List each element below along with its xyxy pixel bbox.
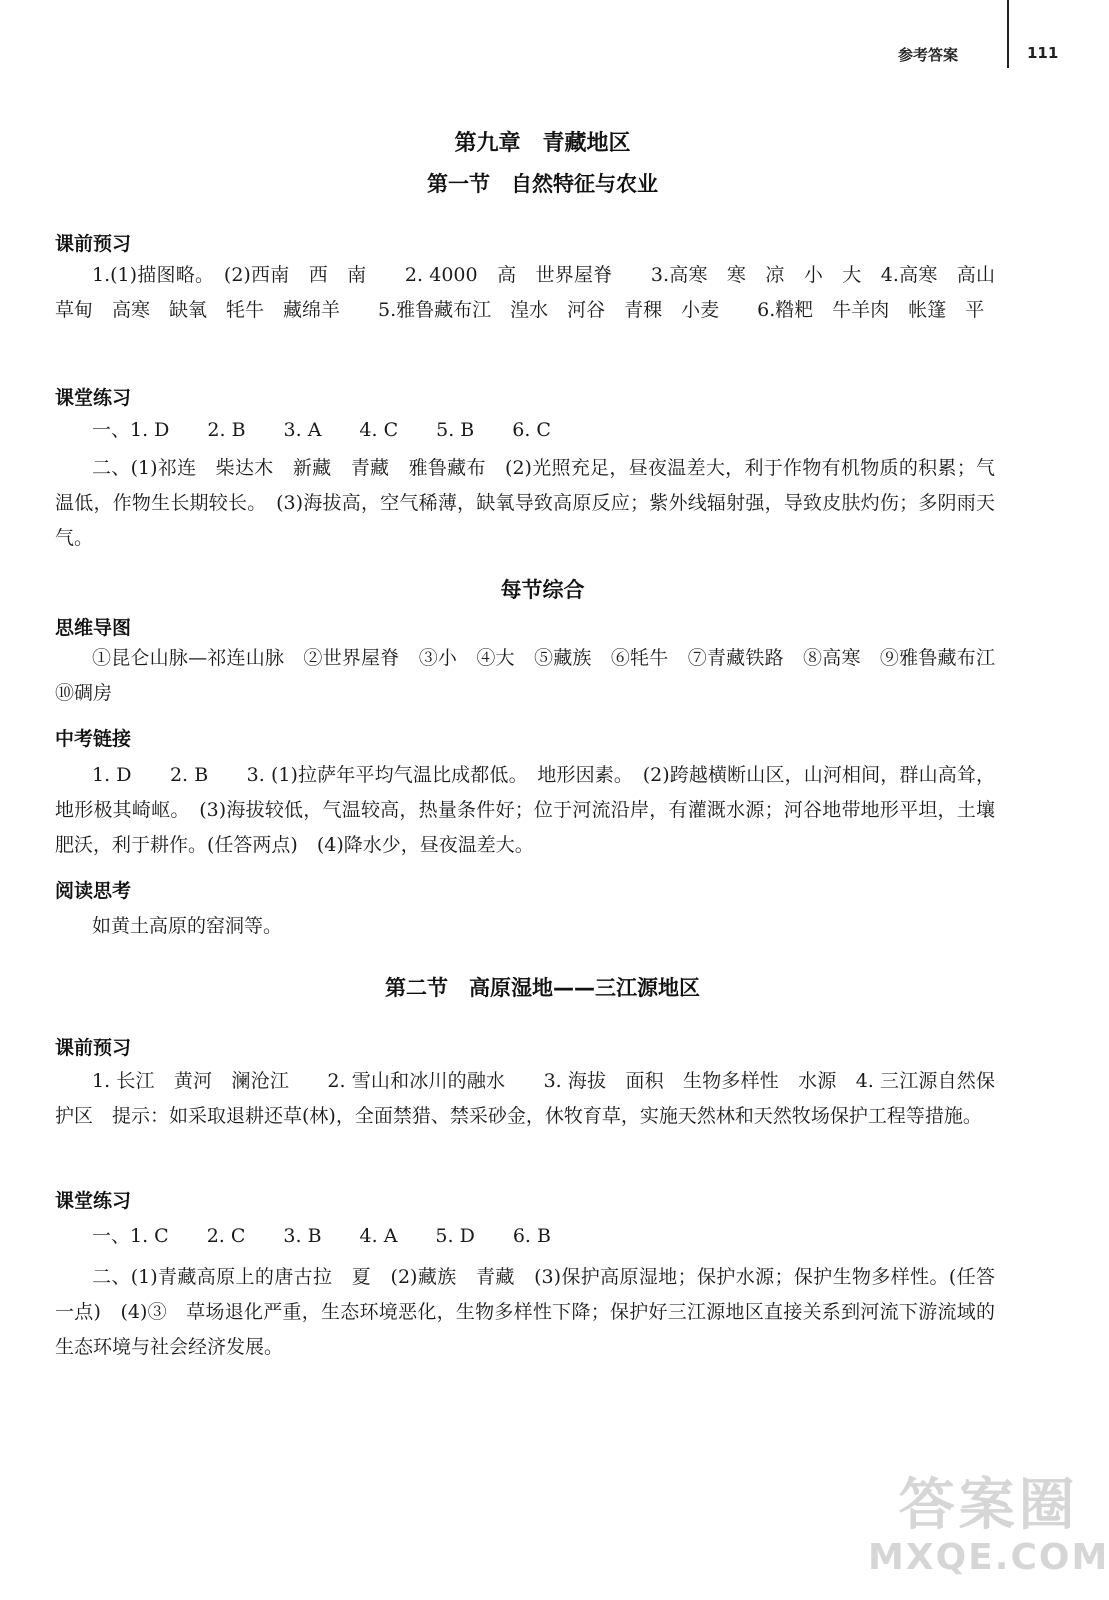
exam-heading: 中考链接: [55, 728, 132, 750]
section2-preview-text: 1. 长江 黄河 澜沧江 2. 雪山和冰川的融水 3. 海拔 面积 生物多样性 水源 4. 三江源自然保护区 提示：如采取退耕还草(林)，全面禁猎、禁采砂金，休牧育草，实施天然林和天然牧场保护工程等措施。: [55, 1070, 995, 1127]
reading-text: 如黄土高原的窑洞等。: [92, 915, 283, 937]
section2-practice-line2: 二、(1)青藏高原上的唐古拉 夏 (2)藏族 青藏 (3)保护高原湿地；保护水源；保护生物多样性。(任答一点) (4)③ 草场退化严重，生态环境恶化，生物多样性下降；保护好三江源地区直接关系到河流下游流域的生态环境与社会经济发展。: [55, 1266, 995, 1358]
section1-practice-line2: 二、(1)祁连 柴达木 新藏 青藏 雅鲁藏布 (2)光照充足，昼夜温差大，利于作物有机物质的积累；气温低，作物生长期较长。 (3)海拔高，空气稀薄，缺氧导致高原反应；紫外线辐射强，导致皮肤灼伤；多阴雨天气。: [55, 457, 995, 549]
section1-practice-heading: 课堂练习: [55, 387, 132, 409]
chapter-title: 第九章 青藏地区: [454, 131, 631, 156]
mindmap-heading: 思维导图: [55, 617, 132, 639]
section2-practice-heading: 课堂练习: [55, 1190, 132, 1212]
section2-title: 第二节 高原湿地——三江源地区: [385, 976, 700, 1000]
summary-title: 每节综合: [500, 578, 585, 602]
section1-title: 第一节 自然特征与农业: [427, 172, 658, 196]
watermark-line2: MXQE.COM: [868, 1537, 1109, 1578]
watermark-logo: [868, 1473, 1109, 1578]
page-number: 111: [1027, 44, 1059, 62]
header-divider: [1007, 0, 1009, 68]
running-header-label: 参考答案: [898, 46, 959, 64]
section2-preview-heading: 课前预习: [55, 1037, 132, 1059]
exam-text: 1. D 2. B 3. (1)拉萨年平均气温比成都低。 地形因素。 (2)跨越横断山区，山河相间，群山高耸，地形极其崎岖。 (3)海拔较低，气温较高，热量条件好；位于河流沿岸，有灌溉水源；河谷地带地形平坦，土壤肥沃，利于耕作。(任答两点) (4)降水少，昼夜温差大。: [55, 764, 995, 856]
watermark-line1: 答案圈: [898, 1473, 1079, 1538]
mindmap-text: ①昆仑山脉—祁连山脉 ②世界屋脊 ③小 ④大 ⑤藏族 ⑥牦牛 ⑦青藏铁路 ⑧高寒 ⑨雅鲁藏布江 ⑩碉房: [55, 647, 1015, 704]
section1-practice-line1: 一、1. D 2. B 3. A 4. C 5. B 6. C: [92, 419, 551, 441]
section1-preview-text: 1.(1)描图略。 (2)西南 西 南 2. 4000 高 世界屋脊 3.高寒 寒 凉 小 大 4.高寒 高山草甸 高寒 缺氧 牦牛 藏绵羊 5.雅鲁藏布江 湟水 河谷 青稞 小麦 6.糌粑 牛羊肉 帐篷 平: [55, 264, 995, 321]
reading-heading: 阅读思考: [55, 880, 132, 902]
section2-practice-line1: 一、1. C 2. C 3. B 4. A 5. D 6. B: [92, 1225, 551, 1247]
section1-preview-heading: 课前预习: [55, 233, 132, 255]
